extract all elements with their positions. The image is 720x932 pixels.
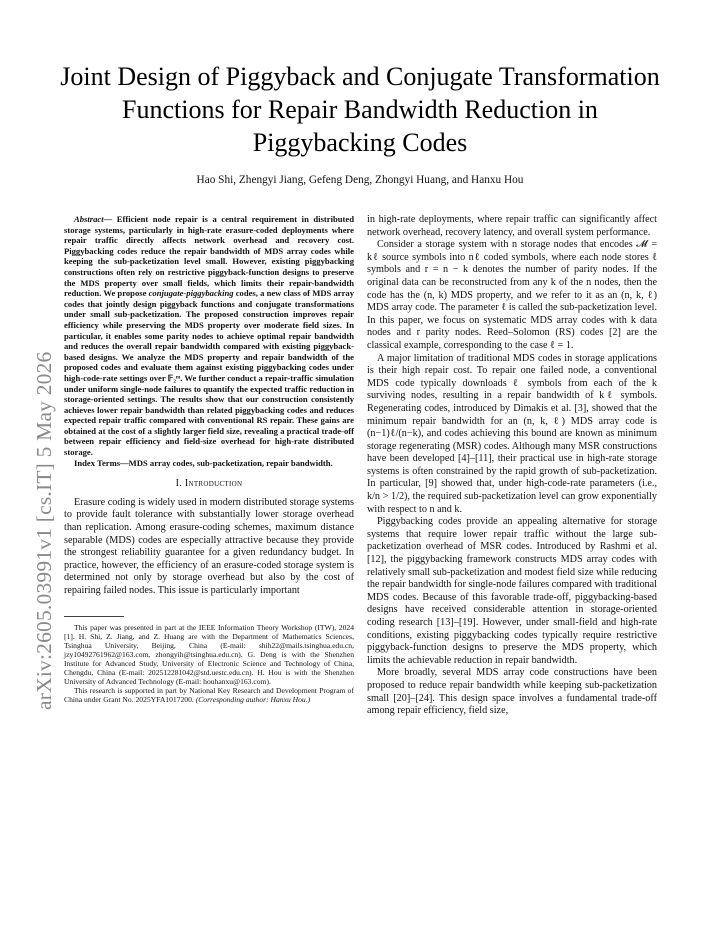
abstract-em: conjugate-piggybacking <box>148 288 234 299</box>
abstract-text-2: codes, a new class of MDS array codes that jointly design piggyback functions and conjugate transformations under small sub-packetization. The proposed construction improves repair efficiency while preserving the MDS property over moderate field sizes. In particular, it enables some parity nodes to achieve optimal repair bandwidth and reduces the overall repair bandwidth compared with existing piggyback-based designs. We analyze the MDS property and repair bandwidth of the proposed codes and evaluate them against existing piggybacking codes under high-code-rate settings over 𝔽₂ᵐ. We further conduct a repair-traffic simulation under uniform single-node failures to quantify the expected traffic reduction in storage-oriented settings. The results show that our construction consistently achieves lower repair bandwidth than related piggybacking codes and reduces expected repair traffic compared with conventional RS repair. These gains are obtained at the cost of a slightly larger field size, revealing a practical trade-off between repair efficiency and field-size overhead for high-rate distributed storage. <box>64 288 355 458</box>
paper-title: Joint Design of Piggyback and Conjugate Transformation Functions for Repair Bandwidth Reduction in Piggybacking Codes <box>60 62 660 157</box>
footnote-funding-text: This research is supported in part by National Key Research and Development Program of China under Grant No. 2025YFA1017200. <box>64 686 354 705</box>
right-paragraph-1: Consider a storage system with n storage nodes that encodes 𝓜 = kℓ source symbols into nℓ coded symbols, where each node stores ℓ symbols and r = n − k denotes the number of parity nodes. If the original data can be reconstructed from any k of the n nodes, then the code has the (n, k) MDS property, and we refer to it as an (n, k, ℓ) MDS array code. The parameter ℓ is called the sub-packetization level. In this paper, we focus on systematic MDS array codes with k data nodes and r parity nodes. Reed–Solomon (RS) codes [2] are the classical example, corresponding to the case ℓ = 1. <box>367 239 657 351</box>
right-paragraph-4: More broadly, several MDS array code constructions have been proposed to reduce repair bandwidth while keeping sub-packetization small [20]–[24]. This design space involves a fundamental trade-off among repair efficiency, field size, <box>367 667 657 717</box>
section-heading-introduction: I. Introduction <box>175 478 243 490</box>
footnote-corresponding: (Corresponding author: Hanxu Hou.) <box>195 695 311 705</box>
paper-authors: Hao Shi, Zhengyi Jiang, Gefeng Deng, Zhongyi Huang, and Hanxu Hou <box>196 174 524 186</box>
index-terms: Index Terms—MDS array codes, sub-packetization, repair bandwidth. <box>74 457 333 468</box>
arxiv-stamp <box>12 260 56 710</box>
right-paragraph-2: A major limitation of traditional MDS codes in storage applications is their high repair cost. To repair one failed node, a conventional MDS code typically downloads ℓ symbols from each of the k surviving nodes, resulting in a repair bandwidth of kℓ symbols. Regenerating codes, introduced by Dimakis et al. [3], showed that the minimum repair bandwidth for an (n, k, ℓ) MDS array code is (n−1)ℓ/(n−k), and codes achieving this bound are known as minimum storage regenerating (MSR) codes. Although many MSR constructions have been developed [4]–[11], their practical use in high-rate storage systems is often constrained by the rapid growth of sub-packetization. In particular, [9] showed that, under high-code-rate parameters (i.e., k/n > 1/2), the required sub-packetization level can grow exponentially with respect to n and k. <box>367 352 657 515</box>
abstract <box>64 214 354 458</box>
right-column <box>367 214 657 718</box>
arxiv-stamp-text: arXiv:2605.03991v1 [cs.IT] 5 May 2026 <box>32 351 56 710</box>
right-paragraph-3: Piggybacking codes provide an appealing alternative for storage systems that require lower repair traffic without the large sub-packetization overhead of MSR codes. Introduced by Rashmi et al. [12], the piggybacking framework constructs MDS array codes with relatively small sub-packetization and modest field size while reducing the repair bandwidth for single-node failures compared with traditional MDS codes. Because of this favorable trade-off, piggybacking-based designs have received considerable attention in storage-oriented coding research [13]–[19]. However, under small-field and high-rate conditions, existing piggybacking codes typically require restrictive piggyback-function designs to preserve the MDS property, which limits the achievable reduction in repair bandwidth. <box>367 516 657 666</box>
abstract-text: — Efficient node repair is a central requirement in distributed storage systems, particularly in high-rate erasure-coded deployments where repair traffic directly affects network overhead and recovery cost. Piggybacking codes reduce the repair bandwidth of MDS array codes while keeping the sub-packetization level small. However, existing piggybacking constructions often rely on restrictive piggyback-function designs to preserve the MDS property over small fields, which limits their repair-bandwidth reduction. We propose <box>64 214 354 299</box>
left-column <box>64 214 354 704</box>
footnote-funding <box>64 686 354 704</box>
right-paragraph-0: in high-rate deployments, where repair traffic can significantly affect network overhead, recovery latency, and overall system performance. <box>367 214 657 238</box>
footnote-affiliations: This paper was presented in part at the IEEE Information Theory Workshop (ITW), 2024 [1]. H. Shi, Z. Jiang, and Z. Huang are with the Department of Mathematics Sciences, Tsinghua University, Beijing, China (E-mail: shih22@mails.tsinghua.edu.cn, jzy10492761962@163.com, zhongyih@tsinghua.edu.cn). G. Deng is with the Shenzhen Institute for Advanced Study, University of Electronic Science and Technology of China, Chengdu, China (E-mail: 202512281042@std.uestc.edu.cn). H. Hou is with the Shenzhen University of Advanced Technology (E-mail: houhanxu@163.com). <box>64 622 354 687</box>
footnote-divider <box>64 616 124 617</box>
intro-paragraph: Erasure coding is widely used in modern distributed storage systems to provide fault tolerance with substantially lower storage overhead than replication. Among erasure-coding schemes, maximum distance separable (MDS) codes are especially attractive because they provide the strongest reliability guarantee for a given redundancy budget. In practice, however, the efficiency of an erasure-coded storage system is determined not only by storage overhead but also by the cost of repairing failed nodes. This issue is particularly important <box>64 496 354 596</box>
abstract-lead: Abstract <box>74 214 104 224</box>
